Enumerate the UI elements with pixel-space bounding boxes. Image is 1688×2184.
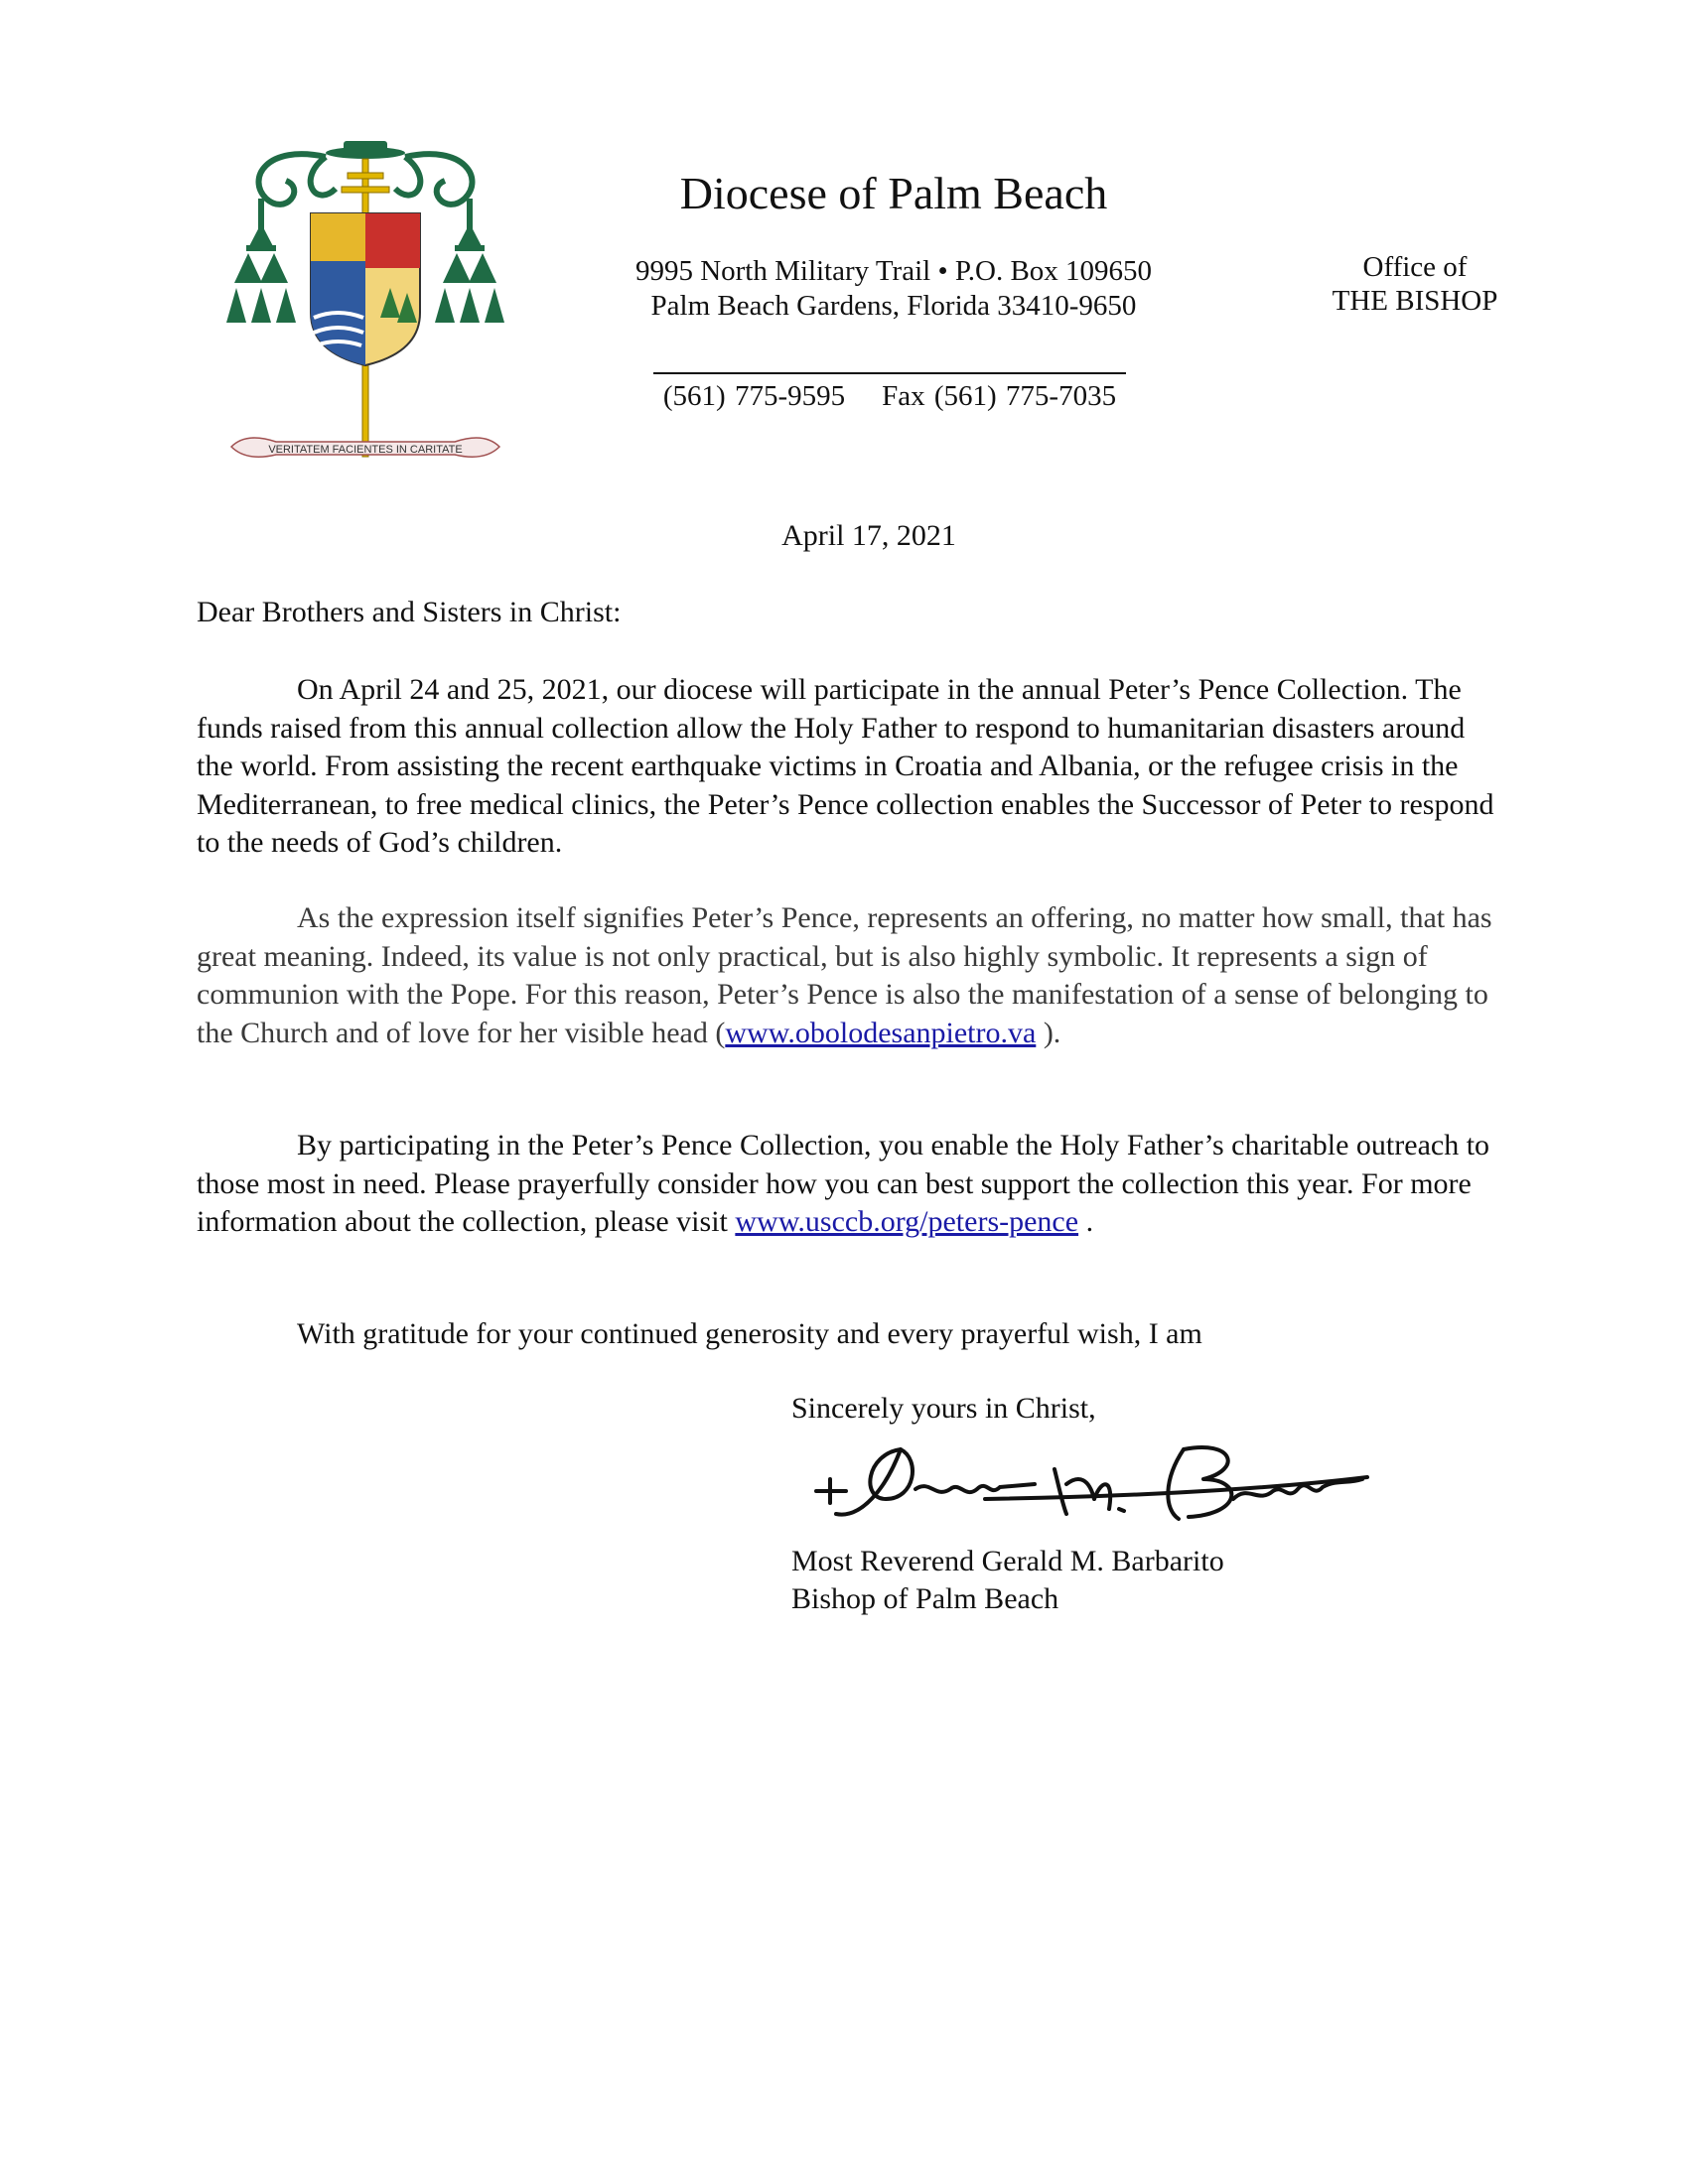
- signer-name: Most Reverend Gerald M. Barbarito: [791, 1545, 1224, 1577]
- office-label-line-2: THE BISHOP: [1332, 285, 1498, 317]
- coat-of-arms-logo: [226, 139, 504, 481]
- paragraph-2-end: ).: [1036, 1016, 1061, 1049]
- letterhead-divider: [653, 372, 1126, 374]
- body-paragraph-2: [197, 899, 1507, 1052]
- handwritten-signature: [806, 1430, 1372, 1539]
- paragraph-4-text: With gratitude for your continued generosity and every prayerful wish, I am: [297, 1317, 1202, 1350]
- phone-fax-line: (561) 775-9595 Fax (561) 775-7035: [662, 380, 1117, 412]
- body-paragraph-4: [197, 1315, 1507, 1354]
- svg-text:VERITATEM FACIENTES IN CARITAT: VERITATEM FACIENTES IN CARITATE: [268, 444, 463, 456]
- signer-title: Bishop of Palm Beach: [791, 1582, 1059, 1615]
- paragraph-1-text: On April 24 and 25, 2021, our diocese will participate in the annual Peter’s Pence Collection. The funds raised from this annual collection allow the Holy Father to respond to humanitarian disasters around the world. From assisting the recent earthquake victims in Croatia and Albania, or the refugee crisis in the Mediterranean, to free medical clinics, the Peter’s Pence collection enables the Successor of Peter to respond to the needs of God’s children.: [197, 673, 1494, 859]
- letter-date: April 17, 2021: [781, 519, 956, 552]
- office-label-line-1: Office of: [1362, 251, 1468, 283]
- closing-line: Sincerely yours in Christ,: [791, 1392, 1096, 1425]
- body-paragraph-3: [197, 1127, 1507, 1242]
- address-line-2: Palm Beach Gardens, Florida 33410-9650: [650, 290, 1137, 322]
- paragraph-3-text: By participating in the Peter’s Pence Collection, you enable the Holy Father’s charitable outreach to those most in need. Please prayerfully consider how you can best support the collection this year. For more information about the collection, please visit: [197, 1129, 1490, 1238]
- obolo-link[interactable]: www.obolodesanpietro.va: [725, 1016, 1037, 1049]
- salutation: Dear Brothers and Sisters in Christ:: [197, 596, 622, 628]
- address-line-1: 9995 North Military Trail • P.O. Box 109650: [634, 255, 1153, 287]
- usccb-link[interactable]: www.usccb.org/peters-pence: [735, 1205, 1079, 1238]
- paragraph-2-text: As the expression itself signifies Peter’s Pence, represents an offering, no matter how small, that has great meaning. Indeed, its value is not only practical, but is also highly symbolic. It represents a sign of communion with the Pope. For this reason, Peter’s Pence is also the manifestation of a sense of belonging to the Church and of love for her visible head (: [197, 901, 1492, 1049]
- body-paragraph-1: [197, 671, 1507, 863]
- diocese-name-heading: Diocese of Palm Beach: [679, 168, 1108, 218]
- paragraph-3-end: .: [1078, 1205, 1094, 1238]
